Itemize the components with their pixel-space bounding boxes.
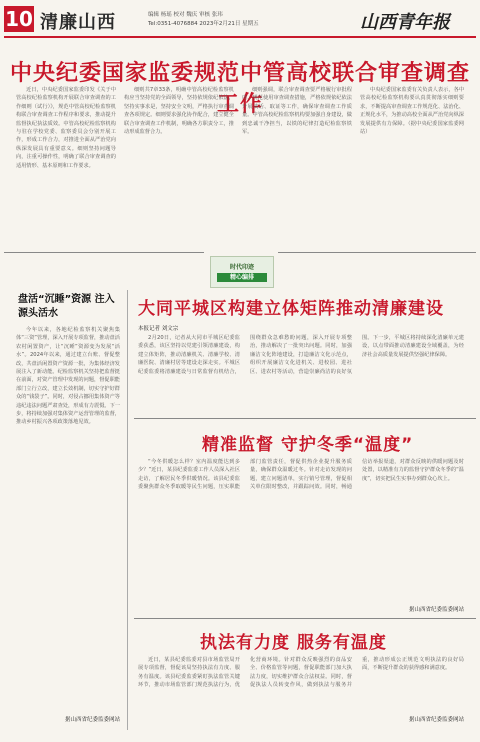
article4-text: 近日，某县纪委监委对县市场监管局开展专项监督，督促该局坚持执法有力度、服务有温度。该县纪委监委紧盯执法监管关键环节，推动市场监管部门规范执法行为，优化营商环境。针对群众反映强烈的食品安全、价格监管等问题，督促职能部门加大执法力度，切实维护群众合法权益。同时，督促执法人员转变作风，做到执法与服务并重，推动形成公正规范文明执法的良好局面，不断提升群众的获得感和满意度。	[138, 657, 464, 689]
main-article-col2-text: 细则共7章33条，明确中管高校纪检监察机构应当坚持党的全面领导，坚持依规依纪依法，坚持实事求是，坚持安全文明，严格执行审查调查各项规定。细则要求强化协作配合，建立健全联合审查调查工作机制，明确各方职责分工，推动形成监督合力。	[124, 87, 234, 136]
section-divider-right	[278, 252, 476, 253]
side-article-body	[16, 326, 120, 714]
article3-bottom-rule	[134, 618, 476, 619]
editor-credits: 编辑 杨瑶 校对 魏庆 审核 张玮	[148, 12, 223, 18]
article2-body	[138, 334, 464, 414]
article4-headline: 执法有力度 服务有温度	[200, 633, 387, 653]
page-number: 10	[5, 7, 33, 31]
main-article-col3	[242, 86, 352, 248]
article3-headline: 精准监督 守护冬季“温度”	[202, 435, 414, 455]
section-tag-line1: 时代印迹	[229, 264, 254, 271]
main-article-col4-text: 中央纪委国家监委有关负责人表示，各中管高校纪检监察机构要认真贯彻落实细则要求，不断提高审查调查工作规范化、法治化、正规化水平，为推动高校全面从严治党向纵深发展提供有力保障。（据中央纪委国家监委网站）	[360, 87, 464, 136]
column-divider	[127, 290, 128, 730]
article2-bottom-rule	[134, 418, 476, 419]
header-rule	[4, 36, 476, 38]
article3-body	[138, 458, 464, 604]
side-article-headline: 盘活“沉睡”资源 注入源头活水	[18, 294, 115, 319]
side-article-source: 据山西省纪委监委网站	[64, 717, 120, 723]
article3-source: 据山西省纪委监委网站	[408, 607, 464, 613]
main-headline: 中央纪委国家监委规范中管高校联合审查调查工作	[9, 61, 470, 117]
section-tag	[210, 256, 274, 288]
contact-date: Tel:0351-4076884 2023年2月21日 星期五	[148, 21, 259, 27]
page-header	[0, 0, 480, 40]
main-article-col3-text: 细则强调，联合审查调查要严格履行审批程序，规范使用审查调查措施，严格依规依纪依法开展谈话、取证等工作，确保审查调查工作质量。中管高校纪检监察机构要加强自身建设，做到忠诚干净担当，以铁的纪律打造纪检监察铁军。	[242, 87, 352, 136]
article2-text: 2月20日，记者从大同市平城区纪委监委获悉，该区坚持以党建引领清廉建设，构建立体矩阵，推动清廉机关、清廉学校、清廉医院、清廉村居等建设走深走实。平城区纪委监委将清廉建设与日常监督有机结合，围绕群众急难愁盼问题，深入开展专项整治，推动解决了一批突出问题。同时，加强廉洁文化阵地建设，打造廉洁文化示范点，组织开展廉洁文化进机关、进校园、进社区、进农村等活动，营造崇廉尚洁的良好氛围。下一步，平城区将持续深化清廉单元建设，以点带面推动清廉建设全域覆盖，为经济社会高质量发展提供坚强纪律保障。	[138, 335, 464, 375]
section-tag-line2: 精心编排	[217, 273, 267, 282]
side-article-text: 今年以来，各地纪检监察机关聚焦集体“三资”管理，深入开展专项监督，推动盘活农村闲置资产，让“沉睡”资源变为发展“活水”。2024年以来，通过建立台账、督促整改，共盘活闲置资产资源一批，为集体经济发展注入了新动能。纪检监察机关坚持把监督挺在前面，对资产管理中发现的问题，督促职能部门立行立改，建立长效机制，切实守护好群众的“钱袋子”。同时，对侵占挪用集体资产等违纪违法问题严肃查处，形成有力震慑。下一步，将持续加强对集体资产运营管理的监督，推动乡村振兴各项政策落地见效。	[16, 327, 120, 426]
section-divider-left	[4, 252, 204, 253]
section-title: 清廉山西	[40, 12, 116, 33]
article3-text: “今冬供暖怎么样？室内温度能达到多少？”近日，某县纪委监委工作人员深入社区走访，了解居民冬季供暖情况。该县纪委监委聚焦群众冬季取暖等民生问题，压实职能部门监管责任，督促供热企业提升服务质量，确保群众温暖过冬。针对走访发现的问题，建立问题清单，实行销号管理，督促相关单位限时整改，并跟踪问效。同时，畅通信访举报渠道，对群众反映的供暖问题及时处置，以精准有力的监督守护群众冬季的“温度”，切实把民生实事办到群众心坎上。	[138, 459, 464, 491]
article4-source: 据山西省纪委监委网站	[408, 717, 464, 723]
main-article-col1	[16, 86, 116, 248]
main-article-col4	[360, 86, 464, 248]
article2-headline: 大同平城区构建立体矩阵推动清廉建设	[138, 299, 444, 319]
newspaper-logo: 山西青年报	[360, 12, 450, 33]
main-article-col1-text: 近日，中央纪委国家监委印发《关于中管高校纪检监察机构开展联合审查调查的工作细则（试行）》，规范中管高校纪检监察机构联合审查调查工作程序和要求，推动提升监督执纪执法质效。中管高校纪检监察机构与驻在学校党委、监察委员会分别开展工作，形成工作合力，对推进全面从严治党向纵深发展具有重要意义。细则坚持问题导向，注重可操作性，明确了联合审查调查的适用情形、基本原则和工作要求。	[16, 87, 116, 169]
main-article-col2	[124, 86, 234, 248]
article2-byline: 本报记者 刘文宗	[138, 326, 179, 332]
article4-body	[138, 656, 464, 714]
